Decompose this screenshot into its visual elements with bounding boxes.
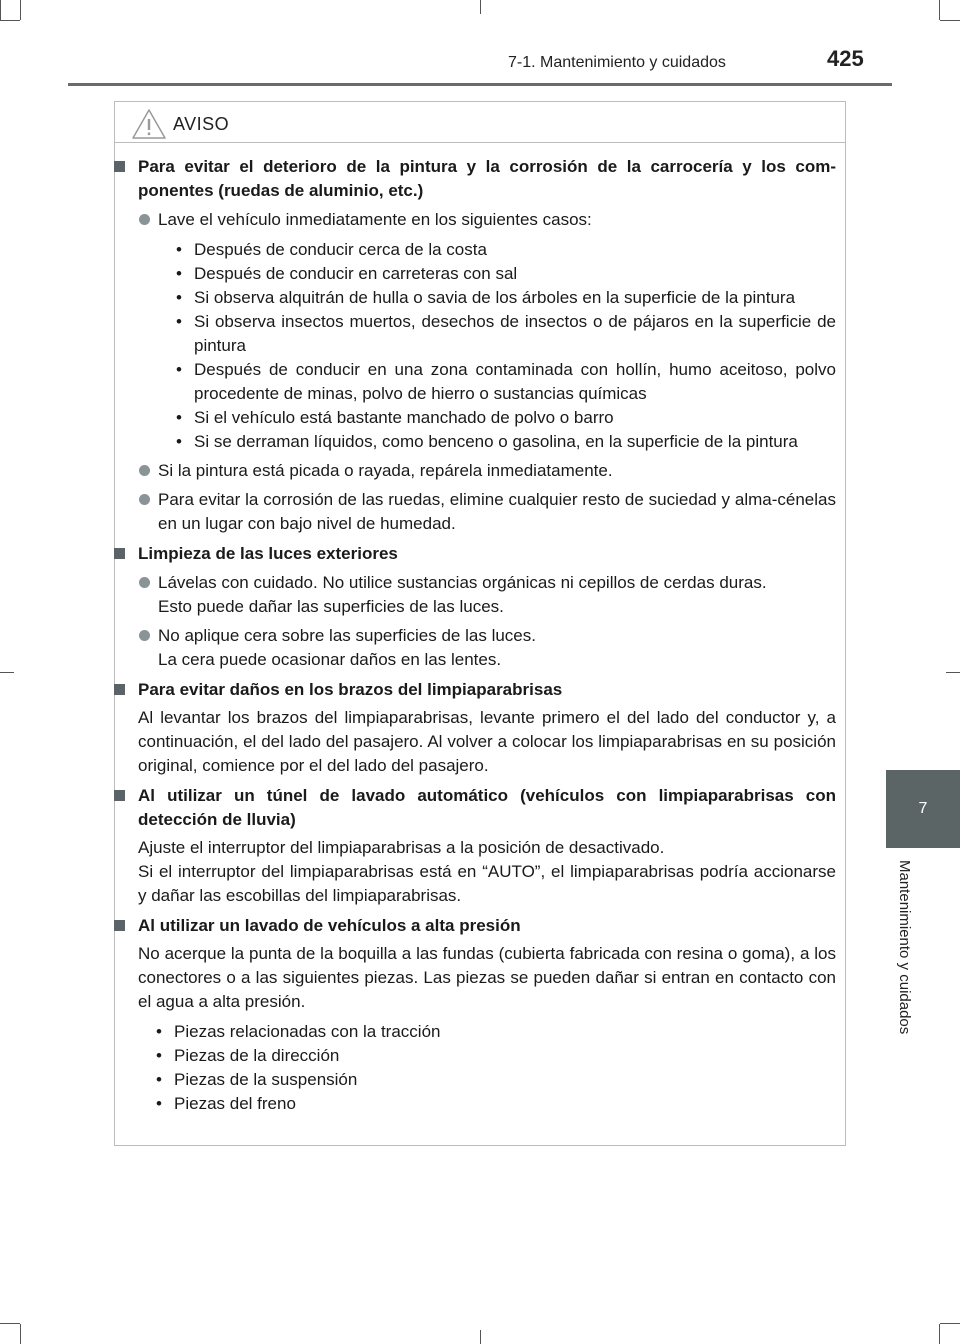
item-text: Para evitar la corrosión de las ruedas, elimine cualquier resto de suciedad y alma-cénelas en un lugar con bajo nivel de humedad. [158, 490, 836, 533]
notice-item [138, 624, 836, 672]
crop-mark [0, 1323, 20, 1324]
crop-mark [939, 1324, 940, 1344]
notice-section [114, 155, 836, 536]
crop-mark [946, 672, 960, 673]
list-item: • Piezas relacionadas con la tracción [154, 1020, 836, 1044]
paragraph-line: Si el interruptor del limpiaparabrisas está en “AUTO”, el limpiaparabrisas podría accionarse y dañar las escobillas del limpiaparabrisas. [138, 862, 836, 905]
round-bullet-icon [139, 465, 150, 476]
notice-item [138, 459, 836, 483]
list-item: • Si el vehículo está bastante manchado de polvo o barro [174, 406, 836, 430]
crop-mark [480, 1330, 481, 1344]
running-header-title: 7-1. Mantenimiento y cuidados [508, 54, 726, 71]
round-bullet-icon [139, 577, 150, 588]
page-number: 425 [827, 46, 864, 71]
round-bullet-icon [139, 630, 150, 641]
crop-mark [20, 0, 21, 20]
warning-box-header [115, 102, 845, 143]
round-bullet-icon [139, 494, 150, 505]
chapter-label: Mantenimiento y cuidados [896, 860, 913, 1035]
item-text: Si la pintura está picada o rayada, repárela inmediatamente. [158, 461, 613, 480]
notice-section [114, 542, 836, 672]
paragraph-line: Ajuste el interruptor del limpiaparabrisas a la posición de desactivado. [138, 838, 665, 857]
square-bullet-icon [114, 684, 125, 695]
square-bullet-icon [114, 790, 125, 801]
item-text: No aplique cera sobre las superficies de las luces. [158, 626, 536, 645]
header-rule [68, 83, 892, 86]
section-paragraph [138, 836, 836, 908]
section-title: Limpieza de las luces exteriores [138, 544, 398, 563]
bullet-list [158, 238, 836, 454]
section-paragraph: No acerque la punta de la boquilla a las fundas (cubierta fabricada con resina o goma), a los conectores o a las siguientes piezas. Las piezas se pueden dañar si entran en contacto con el agua a alta presión. [138, 944, 836, 1011]
item-text: Esto puede dañar las superficies de las luces. [158, 597, 504, 616]
item-text: Lávelas con cuidado. No utilice sustancias orgánicas ni cepillos de cerdas duras. [158, 573, 767, 592]
crop-mark [940, 1323, 960, 1324]
section-title: Para evitar el deterioro de la pintura y la corrosión de la carrocería y los com-ponentes (ruedas de aluminio, etc.) [138, 157, 836, 200]
square-bullet-icon [114, 548, 125, 559]
notice-section [114, 784, 836, 908]
crop-mark [20, 1324, 21, 1344]
list-item: • Piezas de la dirección [154, 1044, 836, 1068]
chapter-tab [886, 770, 960, 848]
warning-box-title: AVISO [173, 114, 230, 134]
crop-mark [0, 20, 20, 21]
crop-mark [0, 0, 1, 20]
section-title: Para evitar daños en los brazos del limpiaparabrisas [138, 680, 563, 699]
chapter-number: 7 [918, 800, 928, 817]
warning-triangle-icon [131, 108, 167, 140]
crop-mark [939, 0, 940, 20]
list-item: • Piezas de la suspensión [154, 1068, 836, 1092]
square-bullet-icon [114, 920, 125, 931]
list-item: • Después de conducir cerca de la costa [174, 238, 836, 262]
list-item: • Piezas del freno [154, 1092, 836, 1116]
notice-item [138, 571, 836, 619]
round-bullet-icon [139, 214, 150, 225]
item-text: Lave el vehículo inmediatamente en los siguientes casos: [158, 210, 592, 229]
notice-section [114, 914, 836, 1116]
list-item: • Si observa insectos muertos, desechos de insectos o de pájaros en la superficie de pintura [174, 310, 836, 358]
section-paragraph: Al levantar los brazos del limpiaparabrisas, levante primero el del lado del conductor y, a continuación, el del lado del pasajero. Al volver a colocar los limpiaparabrisas en su posición original, comience por el del lado del pasajero. [138, 708, 836, 775]
notice-content [114, 155, 836, 1122]
notice-section [114, 678, 836, 778]
crop-mark [480, 0, 481, 14]
crop-mark [0, 672, 14, 673]
crop-mark [940, 20, 960, 21]
list-item: • Después de conducir en una zona contaminada con hollín, humo aceitoso, polvo procedente de minas, polvo de hierro o sustancias químicas [174, 358, 836, 406]
notice-item [138, 488, 836, 536]
item-text: La cera puede ocasionar daños en las lentes. [158, 650, 502, 669]
list-item: • Si observa alquitrán de hulla o savia de los árboles en la superficie de la pintura [174, 286, 836, 310]
chapter-label-wrap [896, 860, 918, 1070]
notice-item [138, 208, 836, 454]
section-title: Al utilizar un lavado de vehículos a alta presión [138, 916, 521, 935]
list-item: • Si se derraman líquidos, como benceno o gasolina, en la superficie de la pintura [174, 430, 836, 454]
square-bullet-icon [114, 161, 125, 172]
bullet-list [138, 1020, 836, 1116]
list-item: • Después de conducir en carreteras con sal [174, 262, 836, 286]
section-title: Al utilizar un túnel de lavado automático (vehículos con limpiaparabrisas con detección de lluvia) [138, 786, 836, 829]
